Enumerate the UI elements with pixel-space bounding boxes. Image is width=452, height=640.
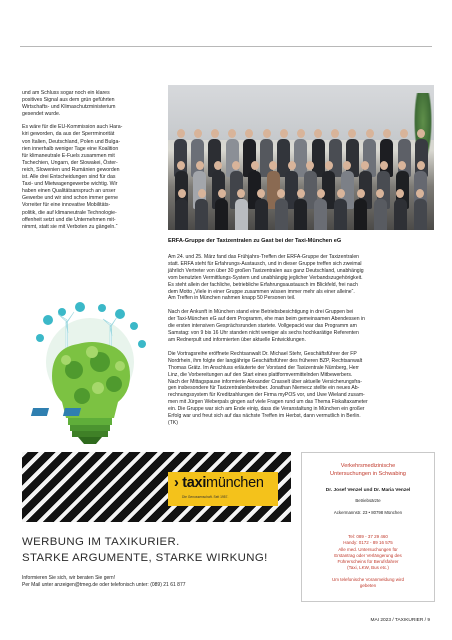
person [354,189,367,230]
person [275,189,288,230]
ad-banner [22,452,291,522]
ad-logo-box [168,472,278,506]
ad-subheadline: STARKE ARGUMENTE, STARKE WIRKUNG! [22,552,268,564]
bulb-base-band [72,431,108,437]
medical-ad-title: Verkehrsmedizinische Untersuchungen in Schwabing [330,463,406,477]
left-text-column [22,90,160,237]
right-paragraph: Nach der Ankunft in München stand eine Betriebsbesichtigung in drei Gruppen bei der Taxi-München eG auf dem Programm, ehe man beim gemeinsamen Abendessen in die ersten intensiven Gesprächsrunden startete. Vollgepackt war das Programm am Samstag: von 9 bis 16 Uhr standen nicht weniger als sechs hochkarätige Referenten am Rednerpult und informierten über aktuelle Entwicklungen. [168,309,365,343]
left-paragraph: und am Schluss sogar noch ein klares positives Signal aus dem grün geführten Wirtschafts- und Klimaschutzministerium gesendet wurde. [22,90,116,118]
solar-panels [31,408,81,416]
medical-ad-address: Ackermannstr. 23 • 80798 München [333,510,403,515]
bulb-tip [78,437,102,444]
ad-headline: WERBUNG IM TAXIKURIER. [22,536,180,548]
bulb-base-band [68,418,112,425]
left-paragraph: Es wäre für die EU-Kommission auch Hara- kiri geworden, da aus der Sperrminorität von Italien, Deutschland, Polen und Bulga- rien innerhalb weniger Tage eine Koalition für klimaneutrale E-Fuels zusammen mit Tschechien, Ungarn, der Slowakei, Öster- reich, Slowenien und Rumänien geworden ist. Alle drei Entscheidungen sind für das Taxi- und Mietwagengewerbe wichtig. Wir haben einen Qualitätsanspruch an unser Gewerbe und wir sind schon immer gerne Vorreiter für eine innovative Mobilitäts- politik, die auf klimaneutrale Technologie- offenheit setzt und die Unternehmen mit- nimmt, statt sie mit Verboten zu gängeln.“ [22,124,123,230]
photo-front-row [172,189,430,230]
person [215,189,228,230]
ad-info-line: Per Mail unter anzeigen@tmeg.de oder telefonisch unter: (089) 21 61 877 [22,582,186,588]
person [374,189,387,230]
right-paragraph: Am 24. und 25. März fand das Frühjahrs-Treffen der ERFA-Gruppe der Taxizentralen statt. ERFA steht für Erfahrungs-Austausch, und in dieser Gruppe treffen sich zweimal jährlich Vertreter von über 30 großen Taxizentralen aus ganz Deutschland, unabhängig vom benutzten Vermittlungs-System und unabhängig jeglicher Verbandszugehörigkeit. Es steht allein der fachliche, betriebliche Erfahrungsaustausch im Blickfeld, frei nach dem Motto „Viele in einer Gruppe zusammen wissen immer mehr als einer alleine“. Am Treffen in München nahmen knapp 50 Personen teil. [168,254,364,302]
medical-ad-doctors: Dr. Josef Venzel und Dr. Maria Venzel [325,488,411,493]
person [334,189,347,230]
ad-tagline: Die Genossenschaft. Seit 1957. [182,495,229,499]
medical-ad-contact: Tel: 089 - 37 29 460 Handy: 0172 - 89 16 575 Alle med. Untersuchungen für Erstantrag oder Verlängerung des Führerscheins für Berufsfahrer (Taxi, LKW, Bus etc.) [334,534,402,571]
right-text-column [168,254,436,434]
ad-info-line: Informieren Sie sich, wir beraten Sie gern! [22,575,116,581]
person [195,189,208,230]
person [414,189,427,230]
medical-ad-note: Um telefonische Voranmeldung wird gebeten [331,577,405,589]
header-rule [20,46,432,47]
ad-logo-prefix: › taxi [174,475,207,491]
green-lightbulb-illustration [22,300,160,445]
ad-logo-name: münchen [206,475,264,491]
photo-caption-title: ERFA-Gruppe der Taxizentralen zu Gast bei der Taxi-München eG [168,238,342,244]
person [235,189,248,230]
person [394,189,407,230]
right-paragraph: Die Vortragsreihe eröffnete Rechtsanwalt Dr. Michael Stehr, Geschäftsführer der FP Nordrhein, ihm folgte der langjährige Geschäftsführer des früheren BZP, Rechtsanwalt Thomas Grätz. Im Anschluss erläuterte der Vorstand der Taxizentrale Nürnberg, Herr Linz, die Vorbereitungen auf den Start eines plattformvermittelnden Mitbewerbers. Nach der Mittagspause informierte Alexander Crasselt über aktuelle Versicherungsfra- gen insbesondere für Taxizentralenbetreiber. Jonathan Niemecz stellte ein neues Ab- rechnungssystem für Kreditzahlungen der Firma myPOS vor, und Uwe Wieland zusam- men mit Jürgen Weberpals gingen auf viele Fragen rund um das Thema Fiskaltaxameter ein. Die Gruppe war sich am Ende einig, dass die Veranstaltung in München ein großer Erfolg war und freut sich auf das nächste Treffen im Herbst, dann vermutlich in Berlin. (TK) [168,350,368,426]
person [294,189,307,230]
person [314,189,327,230]
group-photo [168,85,434,230]
page-footer: MAI 2023 / TAXIKURIER / 9 [370,618,430,623]
person [175,189,188,230]
person [255,189,268,230]
medical-ad-role: Betriebsärzte [355,498,381,503]
medical-exam-ad [301,452,435,602]
taxi-muenchen-ad [22,452,291,602]
ad-contact-info [22,575,186,589]
ad-logo [174,475,264,491]
bulb-base-band [70,425,110,431]
